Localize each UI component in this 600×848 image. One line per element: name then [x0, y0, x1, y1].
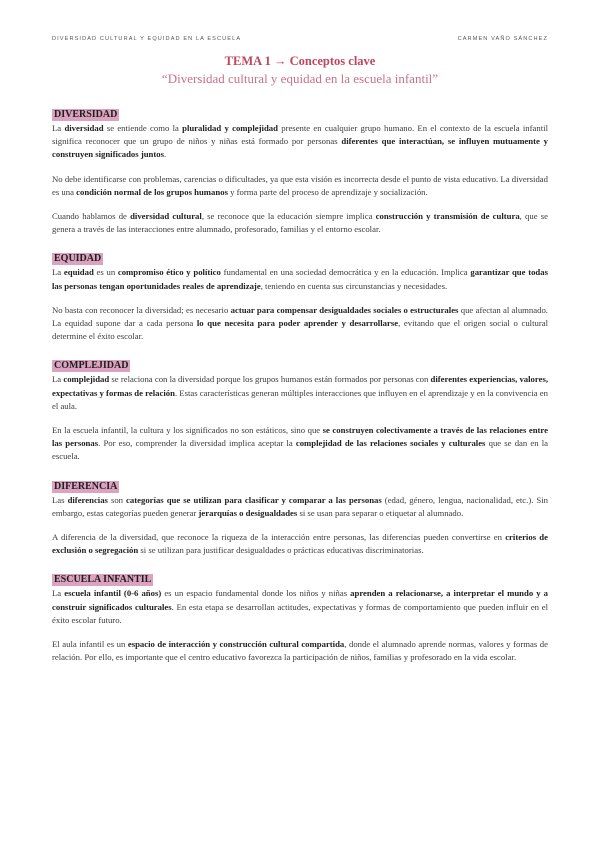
text-run: (edad, género, lengua, nacionalidad, etc.). Sin embargo, estas categorías pueden generar: [52, 494, 549, 518]
header-course-title: DIVERSIDAD CULTURAL Y EQUIDAD EN LA ESCUELA: [52, 36, 242, 42]
document-subtitle: “Diversidad cultural y equidad en la escuela infantil”: [161, 71, 439, 86]
bold-term: equidad: [63, 267, 94, 278]
bold-term: complejidad de las relaciones sociales y culturales: [295, 438, 486, 449]
text-run: El aula infantil es un: [52, 639, 128, 650]
body-paragraph: [52, 304, 548, 344]
text-run: se entiende como la: [103, 123, 183, 133]
bold-term: diferentes experiencias, valores, expectativas y formas de relación: [52, 374, 548, 398]
bold-term: construcción y transmisión de cultura: [375, 211, 520, 222]
bold-term: condición normal de los grupos humanos: [76, 186, 228, 197]
text-run: La: [52, 123, 65, 133]
section-diferencia: [52, 476, 548, 558]
section-heading: EQUIDAD: [54, 253, 102, 265]
text-run: La: [52, 374, 64, 385]
bold-term: complejidad: [63, 374, 110, 385]
text-run: , que se genera a través de las interacciones entre alumnado, profesorado, familias y el entorno escolar.: [52, 211, 548, 235]
bold-term: criterios de exclusión o segregación: [52, 532, 548, 556]
body-paragraph: [52, 424, 548, 464]
body-paragraph: [52, 494, 548, 520]
text-run: y forma parte del proceso de aprendizaje y socialización.: [227, 186, 428, 197]
text-run: que afectan al alumnado. La equidad supone dar a cada persona: [52, 304, 548, 329]
text-run: , donde el alumnado aprende normas, valores y formas de relación. Por ello, es importante que el centro educativo favorezca la participación de niños, familias y profesorado en la vida escolar.: [52, 639, 548, 663]
running-header: [52, 36, 548, 42]
body-paragraph: [52, 173, 548, 199]
text-run: Las: [52, 494, 68, 505]
text-run: Cuando hablamos de: [52, 211, 131, 222]
bold-term: lo que necesita para poder aprender y desarrollarse: [196, 318, 399, 329]
body-paragraph: [52, 373, 548, 413]
header-author: CARMEN VAÑO SÁNCHEZ: [457, 36, 548, 42]
body-paragraph: [52, 210, 548, 236]
bold-term: escuela infantil (0-6 años): [64, 588, 162, 599]
text-run: es un: [93, 267, 118, 278]
section-escuela-infantil: [52, 569, 548, 664]
bold-term: diversidad: [64, 123, 104, 133]
bold-term: compromiso ético y político: [117, 267, 221, 278]
document-title: TEMA 1 → Conceptos clave: [224, 54, 376, 68]
bold-term: garantizar que todas las personas tengan oportunidades reales de aprendizaje: [52, 267, 548, 291]
text-run: . En esta etapa se desarrollan actitudes, expectativas y formas de comportamiento que pueden influir en el éxito escolar futuro.: [52, 601, 548, 625]
text-run: .: [164, 149, 167, 160]
text-run: fundamental en una sociedad democrática y en la educación. Implica: [220, 267, 471, 278]
text-run: , se reconoce que la educación siempre implica: [201, 211, 376, 222]
text-run: En la escuela infantil, la cultura y los significados no son estáticos, sino que: [52, 425, 323, 436]
body-paragraph: [52, 638, 548, 664]
body-paragraph: [52, 531, 548, 557]
document-body: [52, 104, 548, 664]
bold-term: se construyen colectivamente a través de las relaciones entre las personas: [52, 425, 548, 449]
bold-term: espacio de interacción y construcción cultural compartida: [127, 639, 345, 650]
bold-term: aprenden a relacionarse, a interpretar el mundo y a construir significados culturales: [52, 588, 548, 612]
text-run: No debe identificarse con problemas, carencias o dificultades, ya que esta visión es incorrecta desde el punto de vista educativo. La diversidad es una: [52, 173, 548, 197]
text-run: La: [52, 267, 64, 278]
body-paragraph: [52, 122, 548, 162]
text-run: es un espacio fundamental donde los niños y niñas: [161, 588, 351, 599]
bold-term: jerarquías o desigualdades: [198, 507, 298, 518]
bold-term: pluralidad y complejidad: [182, 123, 278, 133]
text-run: si se usan para separar o etiquetar al alumnado.: [297, 507, 464, 518]
text-run: , teniendo en cuenta sus circunstancias y necesidades.: [260, 280, 448, 291]
section-heading: DIFERENCIA: [54, 480, 118, 492]
text-run: No basta con reconocer la diversidad; es necesario: [52, 304, 231, 315]
bold-term: diversidad cultural: [130, 211, 202, 222]
text-run: . Estas características generan múltiples interacciones que influyen en el aprendizaje y en la convivencia en el aula.: [52, 387, 548, 411]
text-run: si se utilizan para justificar desigualdades o prácticas educativas discriminatorias.: [138, 545, 424, 556]
body-paragraph: [52, 587, 548, 627]
section-equidad: [52, 248, 548, 343]
text-run: presente en cualquier grupo humano. En el contexto de la escuela infantil significa reconocer que un grupo de niños y niñas está formado por personas: [52, 123, 548, 147]
text-run: , evitando que el origen social o cultural determine el éxito escolar.: [52, 318, 549, 342]
text-run: son: [107, 494, 127, 505]
bold-term: diferencias: [67, 494, 108, 505]
body-paragraph: [52, 266, 548, 292]
bold-term: actuar para compensar desigualdades sociales o estructurales: [230, 304, 459, 315]
text-run: A diferencia de la diversidad, que reconoce la riqueza de la interacción entre personas, las diferencias pueden convertirse en: [52, 532, 506, 543]
text-run: que se dan en la escuela.: [52, 438, 549, 462]
section-heading: DIVERSIDAD: [54, 109, 118, 120]
bold-term: categorías que se utilizan para clasificar y comparar a las personas: [126, 494, 382, 505]
section-heading: ESCUELA INFANTIL: [54, 574, 152, 586]
text-run: La: [52, 588, 65, 599]
text-run: se relaciona con la diversidad porque los grupos humanos están formados por personas con: [109, 374, 431, 385]
text-run: . Por eso, comprender la diversidad implica aceptar la: [98, 438, 296, 449]
section-complejidad: [52, 355, 548, 463]
section-heading: COMPLEJIDAD: [54, 360, 129, 372]
bold-term: diferentes que interactúan, se influyen mutuamente y construyen significados juntos: [52, 136, 548, 160]
section-diversidad: [52, 104, 548, 236]
